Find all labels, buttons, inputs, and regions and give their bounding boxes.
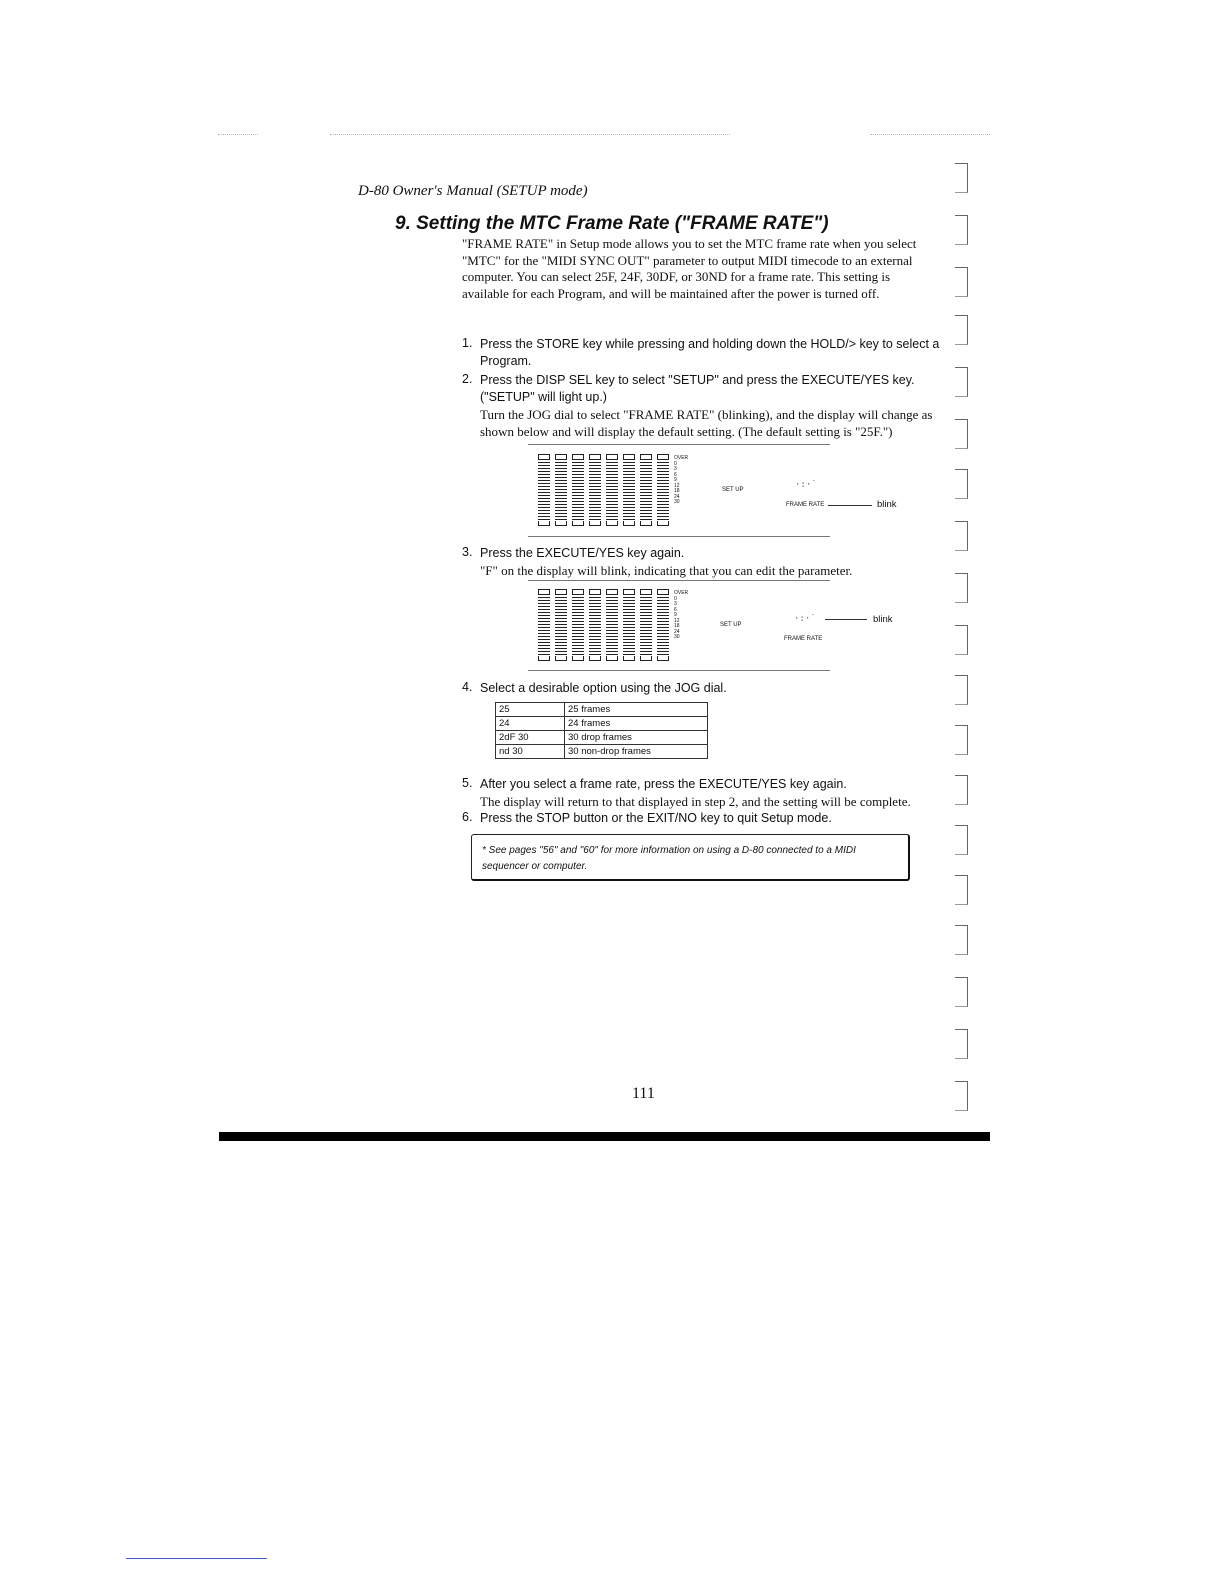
step-number: 1. bbox=[462, 336, 473, 350]
frame-rate-indicator: FRAME RATE bbox=[784, 636, 823, 642]
bottom-bar bbox=[219, 1132, 990, 1141]
step-text: After you select a frame rate, press the EXECUTE/YES key again. bbox=[480, 777, 847, 791]
step-extra: The display will return to that displayed in step 2, and the setting will be complete. bbox=[480, 794, 911, 809]
frame-rate-options-table bbox=[495, 702, 708, 759]
lcd-display-1 bbox=[530, 450, 930, 536]
step-text: Press the STORE key while pressing and holding down the HOLD/> key to select a Program. bbox=[480, 337, 940, 368]
step-number: 6. bbox=[462, 810, 473, 824]
step-text: Press the DISP SEL key to select "SETUP" and press the EXECUTE/YES key. bbox=[480, 373, 915, 387]
scan-artifact bbox=[330, 134, 730, 135]
option-code: 24 bbox=[496, 717, 565, 731]
step-number: 3. bbox=[462, 545, 473, 559]
segment-digits: ·:·˙ bbox=[795, 480, 817, 490]
step-subtext: ("SETUP" will light up.) bbox=[480, 390, 607, 404]
running-header: D-80 Owner's Manual (SETUP mode) bbox=[358, 183, 588, 199]
blink-leader bbox=[825, 619, 867, 620]
footnote-rule bbox=[126, 1558, 267, 1559]
step-number: 5. bbox=[462, 776, 473, 790]
divider bbox=[528, 444, 830, 445]
blink-label: blink bbox=[873, 614, 893, 625]
meter-scale: OVER 0 3 6 9 12 18 24 30 bbox=[674, 590, 689, 640]
meter-scale: OVER 0 3 6 9 12 18 24 30 bbox=[674, 455, 689, 505]
divider bbox=[528, 580, 830, 581]
step-extra: Turn the JOG dial to select "FRAME RATE" (blinking), and the display will change as shown below and will display the default setting. (The default setting is "25F.") bbox=[480, 407, 933, 439]
scan-artifact bbox=[870, 134, 990, 135]
page-number: 111 bbox=[632, 1085, 655, 1102]
lcd-display-2 bbox=[530, 585, 930, 671]
step-number: 4. bbox=[462, 680, 473, 694]
note-box bbox=[471, 834, 910, 881]
blink-label: blink bbox=[877, 499, 897, 510]
step-text: Press the EXECUTE/YES key again. bbox=[480, 546, 685, 560]
option-code: 2dF 30 bbox=[496, 731, 565, 745]
option-description: 25 frames bbox=[565, 703, 708, 717]
option-code: nd 30 bbox=[496, 745, 565, 759]
option-description: 24 frames bbox=[565, 717, 708, 731]
option-description: 30 non-drop frames bbox=[565, 745, 708, 759]
option-description: 30 drop frames bbox=[565, 731, 708, 745]
section-title: 9. Setting the MTC Frame Rate ("FRAME RATE") bbox=[395, 213, 829, 234]
step-text: Select a desirable option using the JOG dial. bbox=[480, 681, 727, 695]
step-number: 2. bbox=[462, 372, 473, 386]
divider bbox=[528, 536, 830, 537]
step-text: Press the STOP button or the EXIT/NO key to quit Setup mode. bbox=[480, 811, 832, 825]
blink-leader bbox=[828, 505, 872, 506]
step-extra: "F" on the display will blink, indicating that you can edit the parameter. bbox=[480, 563, 853, 578]
setup-indicator: SET UP bbox=[722, 487, 744, 493]
note-text: * See pages "56" and "60" for more information on using a D-80 connected to a MIDI sequencer or computer. bbox=[482, 845, 856, 872]
option-code: 25 bbox=[496, 703, 565, 717]
frame-rate-indicator: FRAME RATE bbox=[786, 502, 825, 508]
setup-indicator: SET UP bbox=[720, 622, 742, 628]
scan-artifact bbox=[218, 134, 258, 135]
divider bbox=[528, 670, 830, 671]
intro-paragraph: "FRAME RATE" in Setup mode allows you to set the MTC frame rate when you select "MTC" for the "MIDI SYNC OUT" parameter to output MIDI timecode to an external computer. You can select 25F, 24F, 30DF, or 30ND for a frame rate. This setting is available for each Program, and will be maintained after the power is turned off. bbox=[462, 236, 917, 301]
segment-digits: ·:·˙ bbox=[794, 614, 816, 624]
table-row bbox=[496, 745, 708, 759]
table-row bbox=[496, 703, 708, 717]
table-row bbox=[496, 717, 708, 731]
table-row bbox=[496, 731, 708, 745]
